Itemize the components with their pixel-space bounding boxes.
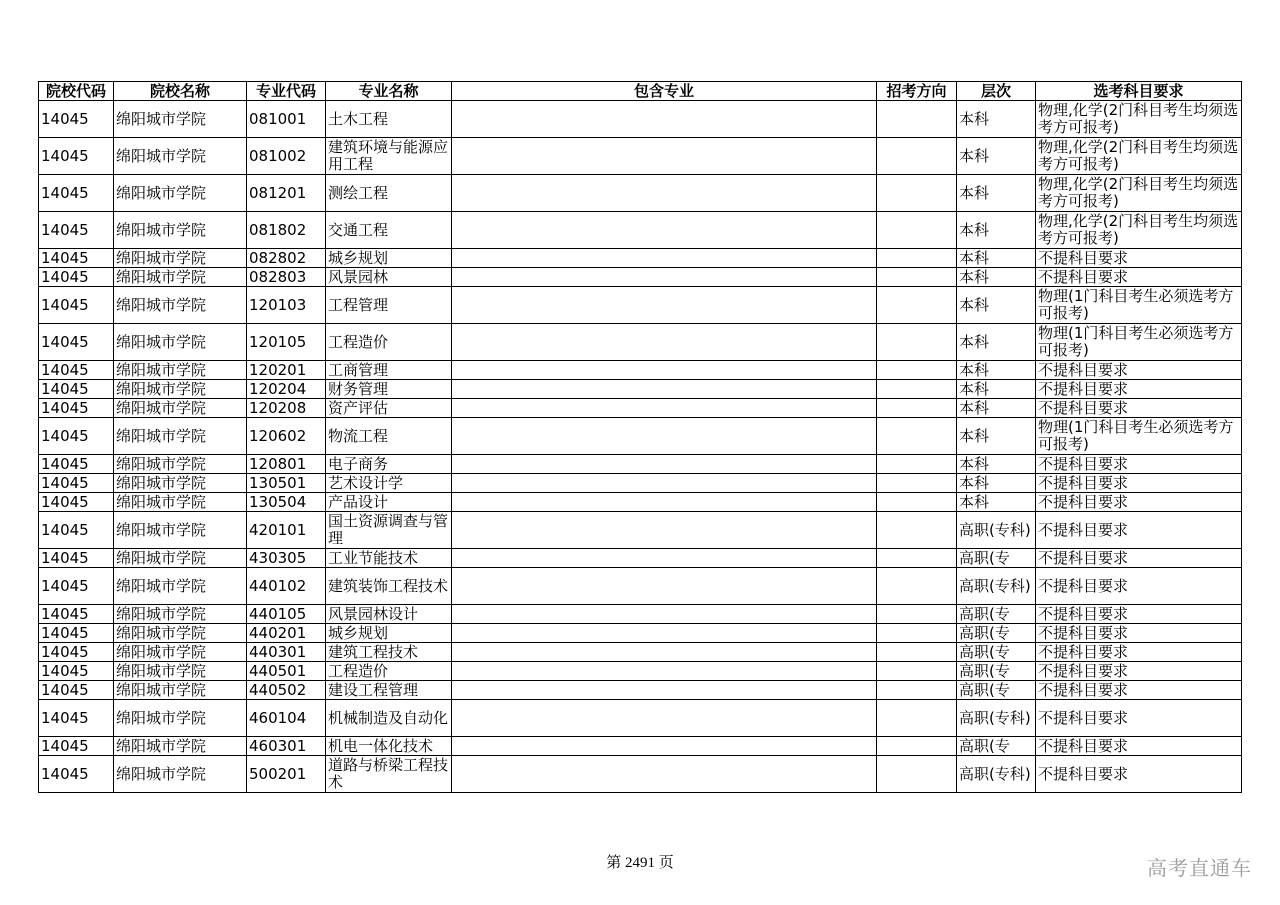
cell-major-code: 440201 — [247, 624, 326, 643]
cell-school-name: 绵阳城市学院 — [114, 324, 247, 361]
cell-major-name: 工程管理 — [326, 287, 452, 324]
cell-major-code: 081002 — [247, 138, 326, 175]
cell-school-name: 绵阳城市学院 — [114, 662, 247, 681]
cell-major-name: 建设工程管理 — [326, 681, 452, 700]
cell-school-code: 14045 — [39, 380, 114, 399]
table-row — [39, 549, 1242, 568]
cell-direction — [877, 512, 957, 549]
cell-school-code: 14045 — [39, 681, 114, 700]
cell-major-code: 440501 — [247, 662, 326, 681]
cell-level: 本科 — [957, 418, 1036, 455]
cell-included-majors — [452, 624, 877, 643]
cell-subject-requirement: 不提科目要求 — [1036, 605, 1242, 624]
cell-subject-requirement: 物理(1门科目考生必须选考方可报考) — [1036, 287, 1242, 324]
cell-major-code: 440105 — [247, 605, 326, 624]
cell-level: 高职(专科) — [957, 756, 1036, 793]
cell-subject-requirement: 物理,化学(2门科目考生均须选考方可报考) — [1036, 212, 1242, 249]
cell-included-majors — [452, 643, 877, 662]
cell-major-name: 建筑环境与能源应用工程 — [326, 138, 452, 175]
cell-school-name: 绵阳城市学院 — [114, 249, 247, 268]
cell-included-majors — [452, 361, 877, 380]
table-row — [39, 175, 1242, 212]
table-body — [39, 101, 1242, 793]
cell-direction — [877, 605, 957, 624]
col-header-level: 层次 — [957, 82, 1036, 101]
cell-major-name: 工商管理 — [326, 361, 452, 380]
cell-level: 高职(专 — [957, 605, 1036, 624]
cell-school-code: 14045 — [39, 101, 114, 138]
cell-major-code: 130504 — [247, 493, 326, 512]
cell-included-majors — [452, 455, 877, 474]
cell-direction — [877, 361, 957, 380]
cell-major-name: 测绘工程 — [326, 175, 452, 212]
cell-level: 高职(专 — [957, 681, 1036, 700]
cell-subject-requirement: 不提科目要求 — [1036, 268, 1242, 287]
cell-level: 本科 — [957, 380, 1036, 399]
cell-major-name: 电子商务 — [326, 455, 452, 474]
cell-level: 本科 — [957, 287, 1036, 324]
cell-school-code: 14045 — [39, 737, 114, 756]
cell-direction — [877, 268, 957, 287]
cell-direction — [877, 737, 957, 756]
cell-included-majors — [452, 493, 877, 512]
cell-level: 本科 — [957, 474, 1036, 493]
cell-subject-requirement: 不提科目要求 — [1036, 643, 1242, 662]
cell-direction — [877, 101, 957, 138]
cell-school-name: 绵阳城市学院 — [114, 737, 247, 756]
table-row — [39, 268, 1242, 287]
col-header-school-code: 院校代码 — [39, 82, 114, 101]
col-header-direction: 招考方向 — [877, 82, 957, 101]
cell-subject-requirement: 不提科目要求 — [1036, 474, 1242, 493]
table-row — [39, 324, 1242, 361]
cell-school-name: 绵阳城市学院 — [114, 399, 247, 418]
table-row — [39, 249, 1242, 268]
cell-major-name: 道路与桥梁工程技术 — [326, 756, 452, 793]
cell-subject-requirement: 不提科目要求 — [1036, 624, 1242, 643]
cell-school-name: 绵阳城市学院 — [114, 101, 247, 138]
cell-direction — [877, 380, 957, 399]
cell-included-majors — [452, 700, 877, 737]
cell-school-name: 绵阳城市学院 — [114, 380, 247, 399]
cell-school-code: 14045 — [39, 605, 114, 624]
cell-school-code: 14045 — [39, 287, 114, 324]
table-row — [39, 474, 1242, 493]
cell-major-code: 430305 — [247, 549, 326, 568]
cell-school-code: 14045 — [39, 474, 114, 493]
cell-school-name: 绵阳城市学院 — [114, 474, 247, 493]
cell-major-name: 风景园林设计 — [326, 605, 452, 624]
table-row — [39, 399, 1242, 418]
cell-included-majors — [452, 212, 877, 249]
cell-school-name: 绵阳城市学院 — [114, 756, 247, 793]
cell-school-code: 14045 — [39, 493, 114, 512]
cell-major-name: 资产评估 — [326, 399, 452, 418]
cell-school-name: 绵阳城市学院 — [114, 549, 247, 568]
admission-table — [38, 81, 1242, 793]
cell-direction — [877, 681, 957, 700]
cell-school-code: 14045 — [39, 756, 114, 793]
cell-school-name: 绵阳城市学院 — [114, 568, 247, 605]
cell-direction — [877, 324, 957, 361]
cell-subject-requirement: 不提科目要求 — [1036, 700, 1242, 737]
cell-major-code: 460104 — [247, 700, 326, 737]
table-row — [39, 101, 1242, 138]
cell-major-code: 120204 — [247, 380, 326, 399]
cell-major-name: 产品设计 — [326, 493, 452, 512]
cell-level: 本科 — [957, 455, 1036, 474]
cell-level: 本科 — [957, 101, 1036, 138]
cell-school-code: 14045 — [39, 268, 114, 287]
cell-level: 本科 — [957, 268, 1036, 287]
cell-direction — [877, 175, 957, 212]
table-row — [39, 568, 1242, 605]
cell-subject-requirement: 不提科目要求 — [1036, 662, 1242, 681]
cell-major-name: 财务管理 — [326, 380, 452, 399]
cell-level: 高职(专 — [957, 549, 1036, 568]
cell-school-code: 14045 — [39, 361, 114, 380]
cell-school-name: 绵阳城市学院 — [114, 212, 247, 249]
table-row — [39, 138, 1242, 175]
cell-major-name: 工程造价 — [326, 662, 452, 681]
table-row — [39, 361, 1242, 380]
cell-major-code: 120801 — [247, 455, 326, 474]
cell-subject-requirement: 物理(1门科目考生必须选考方可报考) — [1036, 324, 1242, 361]
cell-direction — [877, 212, 957, 249]
cell-level: 高职(专 — [957, 737, 1036, 756]
cell-included-majors — [452, 681, 877, 700]
cell-school-name: 绵阳城市学院 — [114, 361, 247, 380]
cell-school-code: 14045 — [39, 455, 114, 474]
cell-major-name: 艺术设计学 — [326, 474, 452, 493]
cell-school-code: 14045 — [39, 643, 114, 662]
cell-major-name: 工程造价 — [326, 324, 452, 361]
table-row — [39, 380, 1242, 399]
cell-included-majors — [452, 474, 877, 493]
table-row — [39, 662, 1242, 681]
cell-major-name: 机械制造及自动化 — [326, 700, 452, 737]
cell-included-majors — [452, 249, 877, 268]
cell-level: 高职(专 — [957, 624, 1036, 643]
cell-school-name: 绵阳城市学院 — [114, 287, 247, 324]
cell-subject-requirement: 不提科目要求 — [1036, 681, 1242, 700]
cell-school-name: 绵阳城市学院 — [114, 268, 247, 287]
cell-subject-requirement: 物理,化学(2门科目考生均须选考方可报考) — [1036, 138, 1242, 175]
cell-level: 高职(专科) — [957, 568, 1036, 605]
cell-school-code: 14045 — [39, 624, 114, 643]
cell-school-code: 14045 — [39, 662, 114, 681]
cell-major-code: 440301 — [247, 643, 326, 662]
cell-level: 高职(专科) — [957, 512, 1036, 549]
cell-school-name: 绵阳城市学院 — [114, 681, 247, 700]
cell-direction — [877, 549, 957, 568]
watermark-logo-text: 高考直通车 — [1147, 856, 1252, 880]
cell-direction — [877, 624, 957, 643]
cell-school-name: 绵阳城市学院 — [114, 455, 247, 474]
cell-major-code: 440102 — [247, 568, 326, 605]
cell-direction — [877, 700, 957, 737]
cell-direction — [877, 756, 957, 793]
table-row — [39, 493, 1242, 512]
table-row — [39, 737, 1242, 756]
cell-included-majors — [452, 662, 877, 681]
cell-school-code: 14045 — [39, 138, 114, 175]
cell-level: 本科 — [957, 175, 1036, 212]
cell-included-majors — [452, 605, 877, 624]
cell-school-name: 绵阳城市学院 — [114, 493, 247, 512]
cell-major-code: 081802 — [247, 212, 326, 249]
cell-direction — [877, 493, 957, 512]
cell-direction — [877, 287, 957, 324]
cell-school-code: 14045 — [39, 700, 114, 737]
cell-major-code: 120201 — [247, 361, 326, 380]
table-row — [39, 212, 1242, 249]
cell-school-code: 14045 — [39, 512, 114, 549]
cell-major-code: 120208 — [247, 399, 326, 418]
header-row — [39, 82, 1242, 101]
cell-direction — [877, 662, 957, 681]
cell-subject-requirement: 不提科目要求 — [1036, 737, 1242, 756]
cell-included-majors — [452, 418, 877, 455]
cell-major-code: 120602 — [247, 418, 326, 455]
cell-included-majors — [452, 737, 877, 756]
cell-direction — [877, 138, 957, 175]
cell-school-code: 14045 — [39, 549, 114, 568]
page-number: 第 2491 页 — [606, 855, 674, 871]
cell-level: 本科 — [957, 138, 1036, 175]
col-header-subject-requirement: 选考科目要求 — [1036, 82, 1242, 101]
cell-major-name: 城乡规划 — [326, 249, 452, 268]
cell-school-name: 绵阳城市学院 — [114, 512, 247, 549]
table-row — [39, 605, 1242, 624]
cell-level: 本科 — [957, 249, 1036, 268]
cell-major-name: 建筑工程技术 — [326, 643, 452, 662]
cell-level: 本科 — [957, 324, 1036, 361]
cell-major-name: 风景园林 — [326, 268, 452, 287]
cell-direction — [877, 455, 957, 474]
cell-included-majors — [452, 101, 877, 138]
cell-direction — [877, 643, 957, 662]
table-row — [39, 418, 1242, 455]
cell-major-code: 081001 — [247, 101, 326, 138]
cell-included-majors — [452, 512, 877, 549]
cell-included-majors — [452, 324, 877, 361]
cell-level: 高职(专 — [957, 643, 1036, 662]
cell-level: 本科 — [957, 493, 1036, 512]
cell-included-majors — [452, 549, 877, 568]
cell-major-code: 120105 — [247, 324, 326, 361]
cell-direction — [877, 418, 957, 455]
cell-subject-requirement: 物理(1门科目考生必须选考方可报考) — [1036, 418, 1242, 455]
cell-major-code: 082802 — [247, 249, 326, 268]
table-row — [39, 756, 1242, 793]
cell-subject-requirement: 不提科目要求 — [1036, 756, 1242, 793]
cell-major-code: 500201 — [247, 756, 326, 793]
cell-school-name: 绵阳城市学院 — [114, 605, 247, 624]
cell-school-code: 14045 — [39, 418, 114, 455]
cell-level: 高职(专 — [957, 662, 1036, 681]
cell-included-majors — [452, 268, 877, 287]
cell-major-code: 120103 — [247, 287, 326, 324]
cell-subject-requirement: 不提科目要求 — [1036, 549, 1242, 568]
cell-subject-requirement: 不提科目要求 — [1036, 493, 1242, 512]
cell-direction — [877, 568, 957, 605]
col-header-school-name: 院校名称 — [114, 82, 247, 101]
table-row — [39, 700, 1242, 737]
cell-major-code: 082803 — [247, 268, 326, 287]
cell-major-name: 物流工程 — [326, 418, 452, 455]
cell-included-majors — [452, 399, 877, 418]
cell-major-name: 国土资源调查与管理 — [326, 512, 452, 549]
cell-school-name: 绵阳城市学院 — [114, 643, 247, 662]
cell-school-code: 14045 — [39, 175, 114, 212]
cell-direction — [877, 474, 957, 493]
cell-subject-requirement: 不提科目要求 — [1036, 399, 1242, 418]
cell-direction — [877, 249, 957, 268]
cell-included-majors — [452, 756, 877, 793]
cell-major-name: 工业节能技术 — [326, 549, 452, 568]
cell-school-code: 14045 — [39, 568, 114, 605]
cell-major-name: 机电一体化技术 — [326, 737, 452, 756]
cell-major-name: 土木工程 — [326, 101, 452, 138]
cell-level: 高职(专科) — [957, 700, 1036, 737]
cell-subject-requirement: 物理,化学(2门科目考生均须选考方可报考) — [1036, 101, 1242, 138]
cell-level: 本科 — [957, 212, 1036, 249]
cell-school-code: 14045 — [39, 212, 114, 249]
cell-school-code: 14045 — [39, 249, 114, 268]
cell-major-name: 交通工程 — [326, 212, 452, 249]
cell-level: 本科 — [957, 361, 1036, 380]
cell-subject-requirement: 不提科目要求 — [1036, 361, 1242, 380]
cell-major-code: 081201 — [247, 175, 326, 212]
cell-included-majors — [452, 175, 877, 212]
table-row — [39, 287, 1242, 324]
cell-school-name: 绵阳城市学院 — [114, 138, 247, 175]
col-header-major-name: 专业名称 — [326, 82, 452, 101]
cell-school-code: 14045 — [39, 324, 114, 361]
cell-major-code: 460301 — [247, 737, 326, 756]
cell-subject-requirement: 不提科目要求 — [1036, 512, 1242, 549]
table-row — [39, 681, 1242, 700]
cell-school-name: 绵阳城市学院 — [114, 700, 247, 737]
cell-subject-requirement: 物理,化学(2门科目考生均须选考方可报考) — [1036, 175, 1242, 212]
table-row — [39, 643, 1242, 662]
table-row — [39, 512, 1242, 549]
cell-included-majors — [452, 138, 877, 175]
cell-subject-requirement: 不提科目要求 — [1036, 455, 1242, 474]
cell-level: 本科 — [957, 399, 1036, 418]
cell-subject-requirement: 不提科目要求 — [1036, 568, 1242, 605]
cell-major-name: 建筑装饰工程技术 — [326, 568, 452, 605]
cell-included-majors — [452, 568, 877, 605]
cell-major-code: 440502 — [247, 681, 326, 700]
cell-major-code: 130501 — [247, 474, 326, 493]
cell-subject-requirement: 不提科目要求 — [1036, 249, 1242, 268]
col-header-included-majors: 包含专业 — [452, 82, 877, 101]
cell-included-majors — [452, 380, 877, 399]
cell-school-name: 绵阳城市学院 — [114, 175, 247, 212]
cell-major-code: 420101 — [247, 512, 326, 549]
cell-school-code: 14045 — [39, 399, 114, 418]
cell-school-name: 绵阳城市学院 — [114, 418, 247, 455]
col-header-major-code: 专业代码 — [247, 82, 326, 101]
table-row — [39, 455, 1242, 474]
cell-subject-requirement: 不提科目要求 — [1036, 380, 1242, 399]
cell-direction — [877, 399, 957, 418]
cell-included-majors — [452, 287, 877, 324]
cell-school-name: 绵阳城市学院 — [114, 624, 247, 643]
cell-major-name: 城乡规划 — [326, 624, 452, 643]
table-row — [39, 624, 1242, 643]
